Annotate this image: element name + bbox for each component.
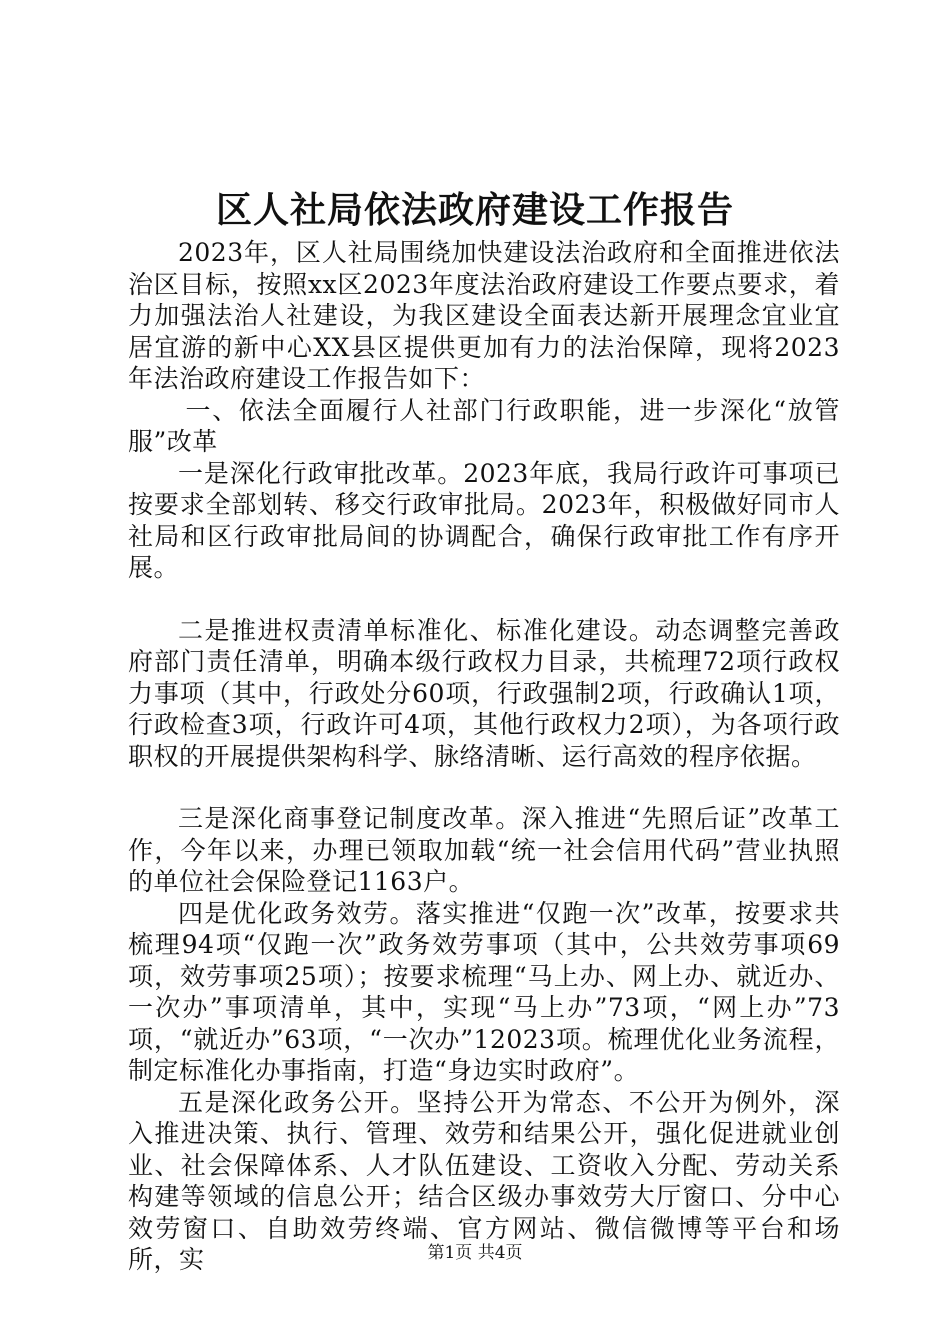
paragraph-item-5: 五是深化政务公开。坚持公开为常态、不公开为例外，深入推进决策、执行、管理、效劳和结果公开，强化促进就业创业、社会保障体系、人才队伍建设、工资收入分配、劳动关系构建等领域的信息公开；结合区级办事效劳大厅窗口、分中心效劳窗口、自助效劳终端、官方网站、微信微博等平台和场所，实 <box>128 1087 840 1274</box>
paragraph-item-3: 三是深化商事登记制度改革。深入推进“先照后证”改革工作，今年以来，办理已领取加载“统一社会信用代码”营业执照的单位社会保险登记1163户。 <box>128 804 840 896</box>
paragraph-item-1: 一是深化行政审批改革。2023年底，我局行政许可事项已按要求全部划转、移交行政审批局。2023年，积极做好同市人社局和区行政审批局间的协调配合，确保行政审批工作有序开展。 <box>128 458 840 582</box>
document-title: 区人社局依法政府建设工作报告 <box>215 189 734 231</box>
document-body <box>128 237 840 1276</box>
paragraph-item-4: 四是优化政务效劳。落实推进“仅跑一次”改革，按要求共梳理94项“仅跑一次”政务效劳事项（其中，公共效劳事项69项，效劳事项25项）；按要求梳理“马上办、网上办、就近办、一次办”事项清单，其中，实现“马上办”73项，“网上办”73项，“就近办”63项，“一次办”12023项。梳理优化业务流程，制定标准化办事指南，打造“身边实时政府”。 <box>128 898 840 1085</box>
section-heading-1: 一、依法全面履行人社部门行政职能，进一步深化“放管服”改革 <box>128 395 840 456</box>
paragraph-intro: 2023年，区人社局围绕加快建设法治政府和全面推进依法治区目标，按照xx区2023年度法治政府建设工作要点要求，着力加强法治人社建设，为我区建设全面表达新开展理念宜业宜居宜游的新中心XX县区提供更加有力的法治保障，现将2023年法治政府建设工作报告如下： <box>128 238 840 393</box>
paragraph-item-2: 二是推进权责清单标准化、标准化建设。动态调整完善政府部门责任清单，明确本级行政权力目录，共梳理72项行政权力事项（其中，行政处分60项，行政强制2项，行政确认1项，行政检查3项，行政许可4项，其他行政权力2项），为各项行政职权的开展提供架构科学、脉络清晰、运行高效的程序依据。 <box>128 615 840 771</box>
page-number-footer: 第1页 共4页 <box>427 1243 523 1263</box>
